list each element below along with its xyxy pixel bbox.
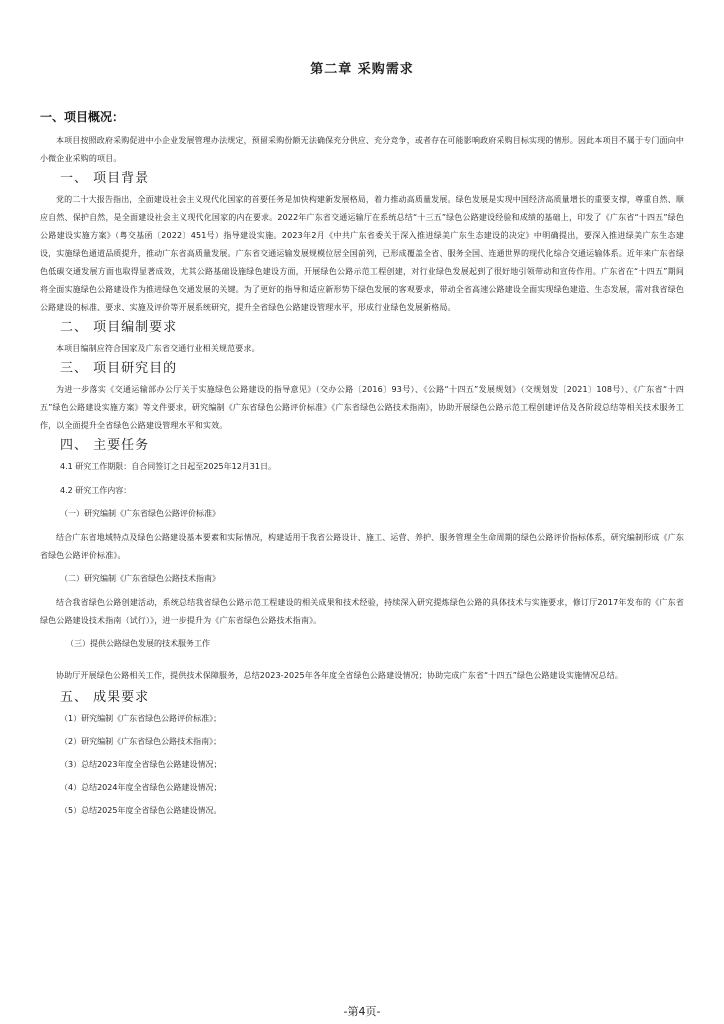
chapter-title: 第二章 采购需求 [310,62,414,77]
task-content-label: 4.2 研究工作内容： [60,486,132,495]
subtask-2-text: 结合我省绿色公路创建活动，系统总结我省绿色公路示范工程建设的相关成果和技术经验，持续深入研究提炼绿色公路的具体技术与实施要求，修订厅2017年发布的《广东省绿色公路建设技术指南（试行）》，进一步提升为《广东省绿色公路技术指南》。 [40,598,684,625]
subtask-1-text: 结合广东省地域特点及绿色公路建设基本要素和实际情况，构建适用于我省公路设计、施工、运营、养护、服务管理全生命周期的绿色公路评价指标体系，研究编制形成《广东省绿色公路评价标准》。 [40,533,684,560]
result-item: （2）研究编制《广东省绿色公路技术指南》； [60,737,222,746]
result-item: （1）研究编制《广东省绿色公路评价标准》； [60,714,222,723]
overview-heading: 一、项目概况： [40,110,125,124]
purpose-heading: 三、 项目研究目的 [60,361,178,376]
result-item: （5）总结2025年度全省绿色公路建设情况。 [60,806,222,815]
subtask-2-title: （二）研究编制《广东省绿色公路技术指南》 [60,574,220,583]
subtask-3-title: （三）提供公路绿色发展的技术服务工作 [66,639,210,648]
overview-text: 本项目按照政府采购促进中小企业发展管理办法规定，预留采购份额无法确保充分供应、充分竞争，或者存在可能影响政府采购目标实现的情形。因此本项目不属于专门面向中小微企业采购的项目。 [40,136,684,163]
tasks-heading: 四、 主要任务 [60,438,150,453]
task-period: 4.1 研究工作期限：自合同签订之日起至2025年12月31日。 [60,462,276,471]
document-body [40,108,684,825]
subtask-3-text: 协助厅开展绿色公路相关工作，提供技术保障服务，总结2023-2025年各年度全省绿色公路建设情况；协助完成广东省“十四五”绿色公路建设实施情况总结。 [56,671,623,680]
page-number: -第4页- [343,1005,381,1018]
results-heading: 五、 成果要求 [60,690,150,705]
compilation-heading: 二、 项目编制要求 [60,320,178,335]
result-item: （3）总结2023年度全省绿色公路建设情况； [60,760,222,769]
subtask-1-title: （一）研究编制《广东省绿色公路评价标准》 [60,509,220,518]
background-heading: 一、 项目背景 [60,171,150,186]
compilation-text: 本项目编制应符合国家及广东省交通行业相关规范要求。 [56,344,260,353]
result-item: （4）总结2024年度全省绿色公路建设情况； [60,783,222,792]
background-text: 党的二十大报告指出，全面建设社会主义现代化国家的首要任务是加快构建新发展格局，着力推动高质量发展。绿色发展是实现中国经济高质量增长的重要支撑，尊重自然、顺应自然、保护自然，是全面建设社会主义现代化国家的内在要求。2022年广东省交通运输厅在系统总结“十三五”绿色公路建设经验和成绩的基础上，印发了《广东省“十四五”绿色公路建设实施方案》（粤交基函〔2022〕451号）指导建设实施。2023年2月《中共广东省委关于深入推进绿美广东生态建设的决定》中明确提出，要深入推进绿美广东生态建设，实施绿色通道品质提升，推动广东省高质量发展。广东省交通运输发展规模位居全国前列，已形成覆盖全省、服务全国、连通世界的现代化综合交通运输体系。近年来广东省绿色低碳交通发展方面也取得显著成效，尤其公路基础设施绿色建设方面，开展绿色公路示范工程创建，对行业绿色发展起到了很好地引领带动和宣传作用。广东省在“十四五”期间将全面实施绿色公路建设作为推进绿色交通发展的关键。为了更好的指导和适应新形势下绿色发展的客观要求，带动全省高速公路建设全面实现绿色建造、生态发展，需对我省绿色公路建设的标准、要求、实施及评价等开展系统研究，提升全省绿色公路建设管理水平，形成行业绿色发展新格局。 [40,195,684,312]
purpose-text: 为进一步落实《交通运输部办公厅关于实施绿色公路建设的指导意见》（交办公路〔2016〕93号）、《公路“十四五”发展规划》（交规划发〔2021〕108号）、《广东省“十四五”绿色公路建设实施方案》等文件要求，研究编制《广东省绿色公路评价标准》《广东省绿色公路技术指南》，协助开展绿色公路示范工程创建评估及各阶段总结等相关技术服务工作，以全面提升全省绿色公路建设管理水平和实效。 [40,385,684,430]
